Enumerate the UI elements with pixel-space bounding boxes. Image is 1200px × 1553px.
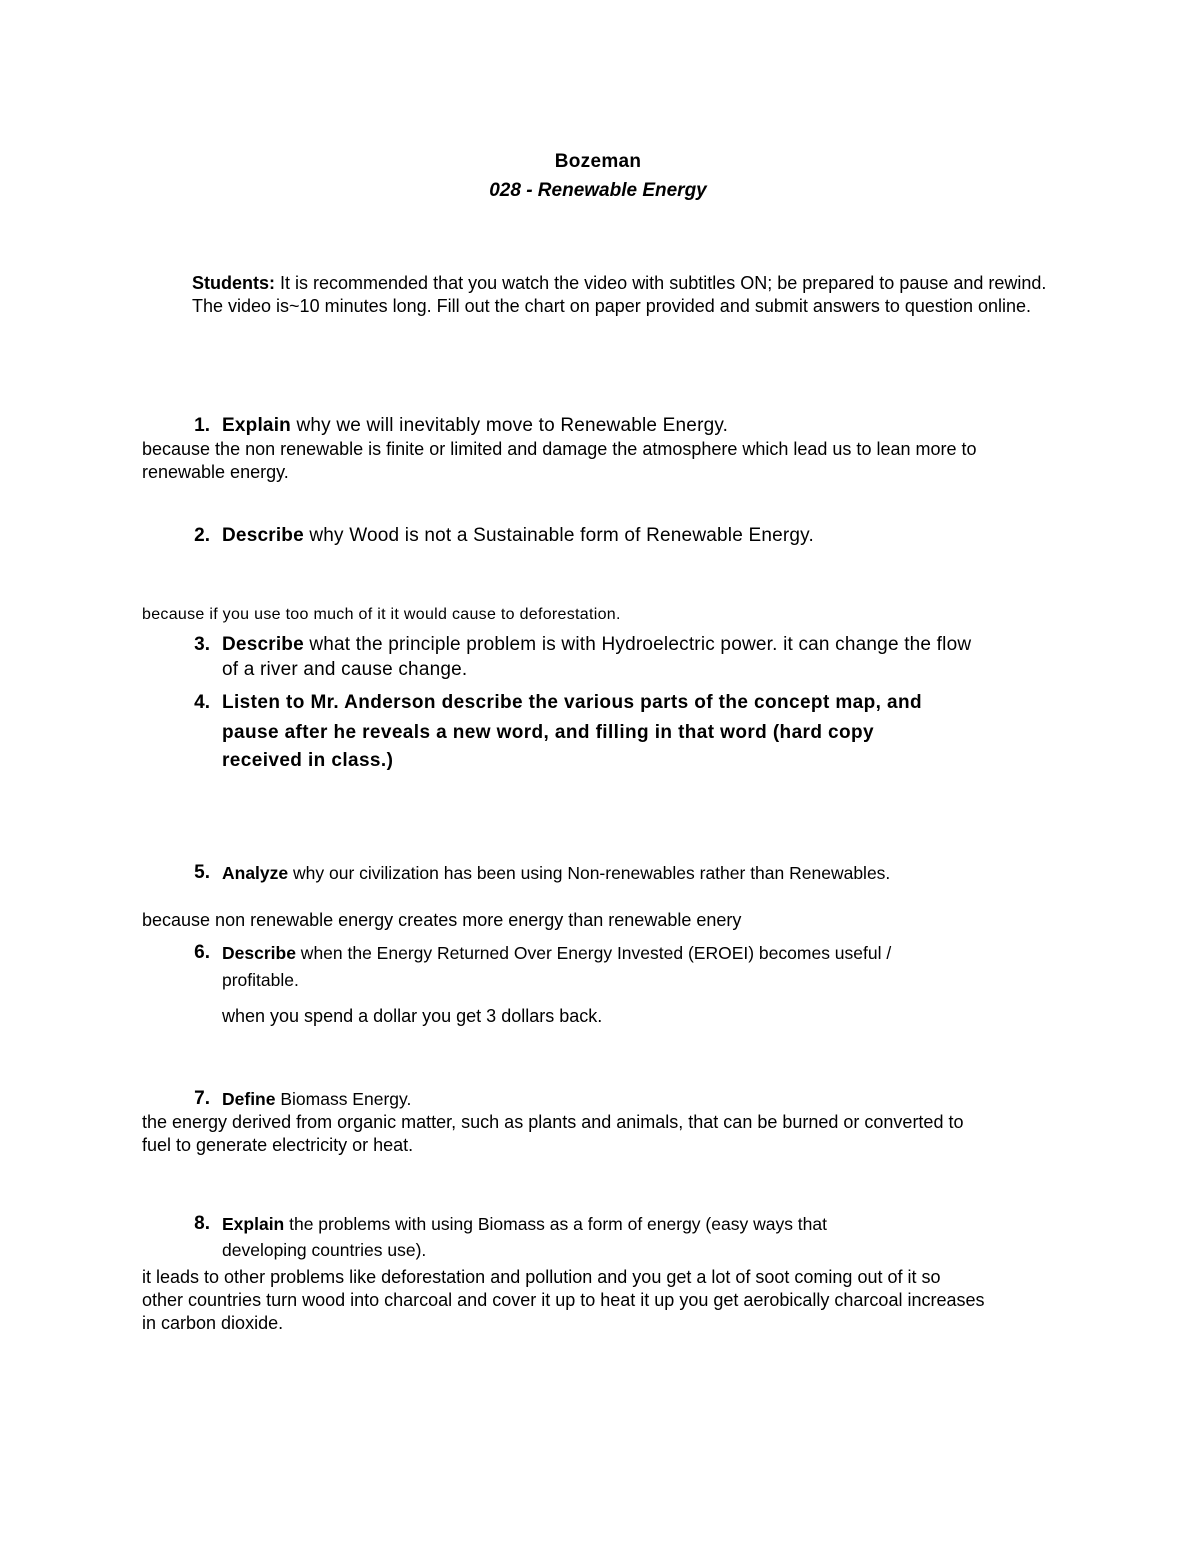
question-3-keyword: Describe — [222, 634, 304, 655]
question-7-keyword: Define — [222, 1089, 276, 1109]
question-5-keyword: Analyze — [222, 863, 289, 883]
question-5-number: 5. — [194, 862, 210, 883]
question-8-text-line-2: developing countries use). — [222, 1240, 427, 1260]
question-7-prompt — [222, 1089, 411, 1110]
question-2-prompt — [222, 525, 814, 547]
answer-7-line-2: fuel to generate electricity or heat. — [142, 1135, 414, 1155]
question-3-text-line-1: what the principle problem is with Hydroelectric power. it can change the flow — [303, 634, 972, 655]
answer-8-line-3: in carbon dioxide. — [142, 1313, 284, 1333]
question-2-number: 2. — [194, 525, 210, 546]
question-7-text: Biomass Energy. — [275, 1089, 412, 1109]
question-1-number: 1. — [194, 415, 210, 436]
question-5-text: why our civilization has been using Non-renewables rather than Renewables. — [288, 863, 891, 883]
question-3-prompt — [222, 634, 971, 656]
question-4-line-3: received in class.) — [222, 750, 394, 771]
document-title: Bozeman — [554, 151, 642, 172]
answer-1-line-2: renewable energy. — [142, 462, 289, 482]
question-3-number: 3. — [194, 634, 210, 655]
answer-7-line-1: the energy derived from organic matter, such as plants and animals, that can be burned or converted to — [142, 1112, 964, 1132]
student-instructions — [192, 272, 1072, 317]
question-3-text-line-2: of a river and cause change. — [222, 659, 468, 680]
question-2-keyword: Describe — [222, 525, 304, 546]
question-6-text-line-1: when the Energy Returned Over Energy Invested (EROEI) becomes useful / — [295, 943, 892, 963]
question-1-keyword: Explain — [222, 415, 291, 436]
answer-5-line-1: because non renewable energy creates more energy than renewable enery — [142, 910, 742, 930]
question-1-text: why we will inevitably move to Renewable Energy. — [290, 415, 729, 436]
question-8-number: 8. — [194, 1213, 210, 1234]
question-6-prompt — [222, 943, 891, 964]
question-6-keyword: Describe — [222, 943, 296, 963]
question-6-number: 6. — [194, 942, 210, 963]
question-4-line-1: Listen to Mr. Anderson describe the various parts of the concept map, and — [222, 692, 922, 713]
question-4-line-2: pause after he reveals a new word, and filling in that word (hard copy — [222, 722, 874, 743]
question-7-number: 7. — [194, 1088, 210, 1109]
answer-2-line-1: because if you use too much of it it would cause to deforestation. — [142, 606, 621, 623]
question-4-number: 4. — [194, 692, 210, 713]
answer-1-line-1: because the non renewable is finite or limited and damage the atmosphere which lead us to lean more to — [142, 439, 977, 459]
answer-8-line-2: other countries turn wood into charcoal and cover it up to heat it up you get aerobically charcoal increases — [142, 1290, 985, 1310]
question-8-text-line-1: the problems with using Biomass as a form of energy (easy ways that — [284, 1214, 827, 1234]
answer-6-line-1: when you spend a dollar you get 3 dollars back. — [222, 1006, 603, 1026]
question-8-keyword: Explain — [222, 1214, 285, 1234]
document-subtitle: 028 - Renewable Energy — [489, 180, 707, 201]
question-5-prompt — [222, 863, 890, 884]
question-8-prompt — [222, 1214, 827, 1235]
question-2-text: why Wood is not a Sustainable form of Renewable Energy. — [303, 525, 814, 546]
question-6-text-line-2: profitable. — [222, 970, 299, 990]
answer-8-line-1: it leads to other problems like deforestation and pollution and you get a lot of soot coming out of it so — [142, 1267, 941, 1287]
question-1-prompt — [222, 415, 728, 437]
instructions-text: It is recommended that you watch the video with subtitles ON; be prepared to pause and rewind. The video is~10 minutes long. Fill out the chart on paper provided and submit answers to question online. — [192, 273, 1047, 316]
instructions-label: Students: — [192, 273, 275, 293]
